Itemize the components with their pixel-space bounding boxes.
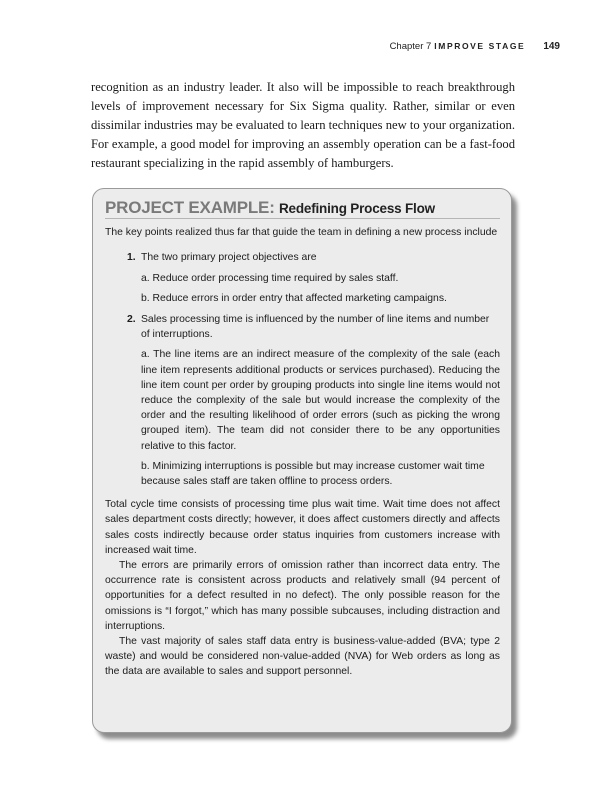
box-subtitle: Redefining Process Flow bbox=[279, 201, 435, 216]
closing-paragraph: Total cycle time consists of processing time plus wait time. Wait time does not affect sales department costs directly; however, it does affect customers directly and affects sales costs indirectly because order status inquiries from customers increase with increased wait time. bbox=[105, 499, 500, 556]
sub-item: b. Minimizing interruptions is possible but may increase customer wait time because sales staff are taken offline to process orders. bbox=[141, 460, 485, 488]
list-item bbox=[129, 312, 500, 489]
key-points-list bbox=[105, 250, 500, 489]
closing-paragraph: The errors are primarily errors of omission rather than incorrect data entry. The occurrence rate is consistent across products and relatively small (94 percent of opportunities for a defect resulted in no defect). The only possible reason for the omissions is “I forgot,” which has many possible subcauses, including distraction and interruptions. bbox=[105, 560, 500, 632]
intro-paragraph: recognition as an industry leader. It also will be impossible to reach breakthrough levels of improvement necessary for Six Sigma quality. Rather, similar or even dissimilar industries may be evaluated to learn techniques new to your organization. For example, a good model for improving an assembly operation can be a fast-food restaurant specializing in the rapid assembly of hamburgers. bbox=[91, 80, 515, 170]
sub-item: b. Reduce errors in order entry that affected marketing campaigns. bbox=[141, 292, 447, 304]
project-example-box bbox=[92, 188, 512, 733]
page-number: 149 bbox=[543, 41, 560, 52]
box-lead: The key points realized thus far that guide the team in defining a new process include bbox=[105, 227, 498, 239]
item-number: 1. bbox=[127, 252, 136, 264]
closing-paragraph: The vast majority of sales staff data entry is business-value-added (BVA; type 2 waste) and would be considered non-value-added (NVA) for Web orders as long as the data are available to sales and support personnel. bbox=[105, 636, 500, 678]
section-label: IMPROVE STAGE bbox=[434, 41, 526, 51]
list-item bbox=[129, 250, 500, 306]
item-text: Sales processing time is influenced by the number of line items and number of interruptions. bbox=[141, 314, 490, 341]
box-title bbox=[105, 200, 500, 219]
box-label: PROJECT EXAMPLE: bbox=[105, 198, 275, 217]
item-text: The two primary project objectives are bbox=[141, 252, 317, 264]
sub-list bbox=[141, 271, 500, 306]
item-number: 2. bbox=[127, 314, 136, 326]
running-head bbox=[390, 41, 560, 52]
sub-item: a. The line items are an indirect measure of the complexity of the sale (each line item represents additional products or services purchased). Reducing the line item count per order by grouping products into single line items would not reduce the complexity of the sale but would increase the complexity of the order and the resulting likelihood of order errors (such as picking the wrong grouped item). The team did not consider there to be any opportunities relative to this factor. bbox=[141, 349, 500, 452]
sub-list bbox=[141, 347, 500, 489]
sub-item: a. Reduce order processing time required by sales staff. bbox=[141, 272, 399, 284]
chapter-label: Chapter 7 bbox=[389, 41, 432, 52]
